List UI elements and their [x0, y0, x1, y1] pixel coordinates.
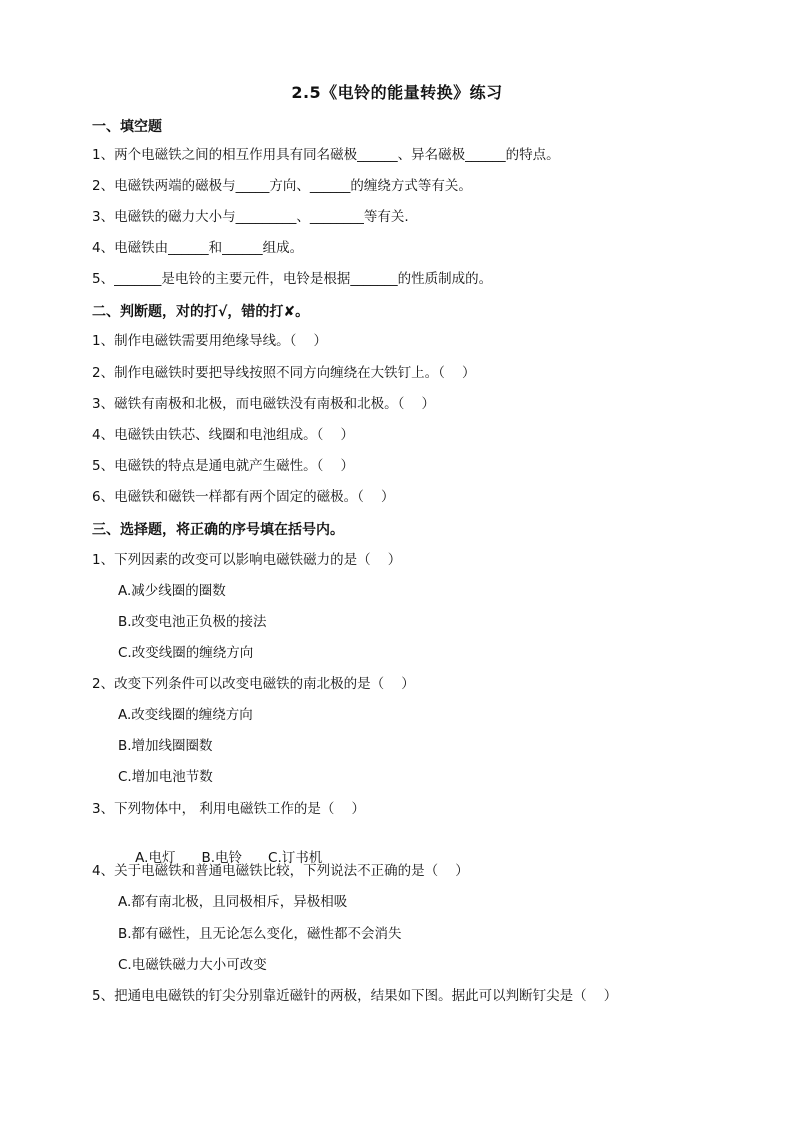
choice-3-option-a: A.电灯 — [135, 850, 176, 866]
choice-2-option-c: C.增加电池节数 — [118, 769, 213, 785]
choice-question-1: 1、下列因素的改变可以影响电磁铁磁力的是（ ） — [92, 552, 402, 568]
choice-3-option-c: C.订书机 — [268, 850, 323, 866]
choice-2-option-b: B.增加线圈圈数 — [118, 738, 213, 754]
choice-4-option-a: A.都有南北极，且同极相斥，异极相吸 — [118, 894, 348, 910]
fill-question-2: 2、电磁铁两端的磁极与_____方向、______的缠绕方式等有关。 — [92, 178, 472, 194]
choice-1-option-a: A.减少线圈的圈数 — [118, 583, 226, 599]
judge-question-2: 2、制作电磁铁时要把导线按照不同方向缠绕在大铁钉上。（ ） — [92, 365, 476, 381]
choice-1-option-c: C.改变线圈的缠绕方向 — [118, 645, 254, 661]
choice-question-4: 4、关于电磁铁和普通电磁铁比较，下列说法不正确的是（ ） — [92, 863, 469, 879]
section-fill-blank: 一、填空题 — [92, 119, 162, 135]
fill-question-4: 4、电磁铁由______和______组成。 — [92, 240, 304, 256]
choice-question-3: 3、下列物体中， 利用电磁铁工作的是（ ） — [92, 801, 366, 817]
judge-question-1: 1、制作电磁铁需要用绝缘导线。（ ） — [92, 333, 328, 349]
judge-question-6: 6、电磁铁和磁铁一样都有两个固定的磁极。（ ） — [92, 489, 395, 505]
fill-question-1: 1、两个电磁铁之间的相互作用具有同名磁极______、异名磁极______的特点。 — [92, 147, 560, 163]
judge-question-5: 5、电磁铁的特点是通电就产生磁性。（ ） — [92, 458, 355, 474]
judge-question-3: 3、磁铁有南极和北极，而电磁铁没有南极和北极。（ ） — [92, 396, 436, 412]
choice-question-2: 2、改变下列条件可以改变电磁铁的南北极的是（ ） — [92, 676, 415, 692]
choice-4-option-c: C.电磁铁磁力大小可改变 — [118, 957, 267, 973]
judge-question-4: 4、电磁铁由铁芯、线圈和电池组成。（ ） — [92, 427, 355, 443]
choice-question-5: 5、把通电电磁铁的钉尖分别靠近磁针的两极，结果如下图。据此可以判断钉尖是（ ） — [92, 988, 618, 1004]
section-true-false: 二、判断题，对的打√，错的打✘。 — [92, 304, 310, 320]
choice-2-option-a: A.改变线圈的缠绕方向 — [118, 707, 253, 723]
section-multiple-choice: 三、选择题，将正确的序号填在括号内。 — [92, 522, 344, 538]
choice-4-option-b: B.都有磁性，且无论怎么变化，磁性都不会消失 — [118, 926, 402, 942]
fill-question-3: 3、电磁铁的磁力大小与_________、________等有关. — [92, 209, 409, 225]
choice-1-option-b: B.改变电池正负极的接法 — [118, 614, 267, 630]
page-title: 2.5《电铃的能量转换》练习 — [291, 83, 503, 102]
fill-question-5: 5、_______是电铃的主要元件，电铃是根据_______的性质制成的。 — [92, 271, 493, 287]
choice-3-option-b: B.电铃 — [201, 850, 243, 866]
